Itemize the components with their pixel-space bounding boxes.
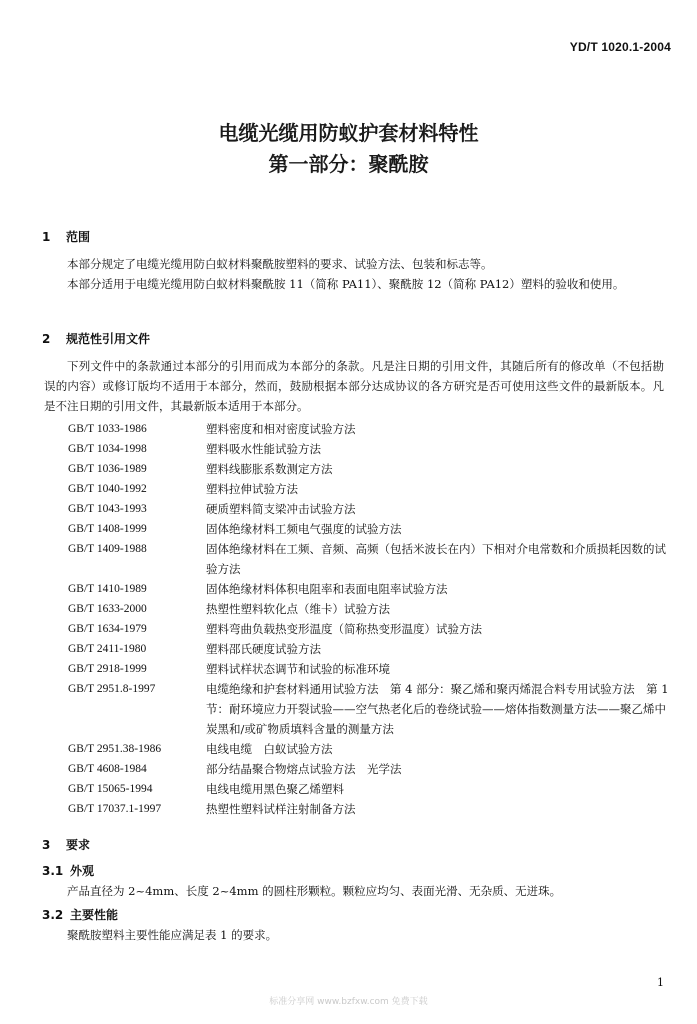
reference-title: 固体绝缘材料在工频、音频、高频（包括米波长在内）下相对介电常数和介质损耗因数的试验方法 bbox=[206, 542, 666, 576]
reference-item bbox=[68, 619, 673, 639]
reference-code: GB/T 17037.1-1997 bbox=[68, 803, 162, 815]
reference-code: GB/T 1410-1989 bbox=[68, 583, 147, 595]
reference-title: 热塑性塑料试样注射制备方法 bbox=[206, 802, 356, 816]
reference-title: 电缆绝缘和护套材料通用试验方法 第 4 部分：聚乙烯和聚丙烯混合料专用试验方法 第 1 节：耐环境应力开裂试验——空气热老化后的卷绕试验——熔体指数测量方法——聚乙烯中炭黑和/或矿物质填料含量的测量方法 bbox=[206, 682, 669, 736]
reference-title: 塑料邵氏硬度试验方法 bbox=[206, 642, 321, 656]
reference-code: GB/T 1634-1979 bbox=[68, 623, 147, 635]
reference-item bbox=[68, 499, 673, 519]
reference-item bbox=[68, 439, 673, 459]
section-1-heading bbox=[42, 228, 90, 245]
reference-title: 塑料吸水性能试验方法 bbox=[206, 442, 321, 456]
paragraph: 本部分适用于电缆光缆用防白蚁材料聚酰胺 11（简称 PA11）、聚酰胺 12（简称 PA12）塑料的验收和使用。 bbox=[67, 277, 625, 291]
reference-code: GB/T 2951.8-1997 bbox=[68, 683, 156, 695]
paragraph: 聚酰胺塑料主要性能应满足表 1 的要求。 bbox=[67, 928, 278, 942]
reference-item bbox=[68, 799, 673, 819]
reference-title: 部分结晶聚合物熔点试验方法 光学法 bbox=[206, 762, 402, 776]
reference-code: GB/T 1043-1993 bbox=[68, 503, 147, 515]
reference-code: GB/T 1033-1986 bbox=[68, 423, 147, 435]
reference-item bbox=[68, 779, 673, 799]
reference-item bbox=[68, 599, 673, 619]
reference-item bbox=[68, 419, 673, 439]
reference-item bbox=[68, 479, 673, 499]
section-3-heading bbox=[42, 836, 90, 853]
reference-code: GB/T 1408-1999 bbox=[68, 523, 147, 535]
section-number: 2 bbox=[42, 332, 51, 346]
reference-code: GB/T 1040-1992 bbox=[68, 483, 147, 495]
watermark: 标准分享网 www.bzfxw.com 免费下载 bbox=[269, 997, 428, 1007]
subsection-3-2-heading bbox=[42, 906, 118, 923]
reference-item bbox=[68, 659, 673, 679]
appearance-text bbox=[44, 881, 664, 901]
reference-item bbox=[68, 579, 673, 599]
reference-code: GB/T 1633-2000 bbox=[68, 603, 147, 615]
reference-title: 电线电缆用黑色聚乙烯塑料 bbox=[206, 782, 344, 796]
reference-code: GB/T 15065-1994 bbox=[68, 783, 153, 795]
section-number: 1 bbox=[42, 230, 51, 244]
reference-title: 固体绝缘材料工频电气强度的试验方法 bbox=[206, 522, 402, 536]
reference-item bbox=[68, 639, 673, 659]
reference-item bbox=[68, 679, 673, 739]
reference-title: 塑料弯曲负载热变形温度（简称热变形温度）试验方法 bbox=[206, 622, 482, 636]
paragraph: 产品直径为 2~4mm、长度 2~4mm 的圆柱形颗粒。颗粒应均匀、表面光滑、无杂质、无迸珠。 bbox=[67, 884, 562, 898]
reference-title: 塑料线膨胀系数测定方法 bbox=[206, 462, 333, 476]
section-title: 范围 bbox=[66, 230, 91, 244]
page-number: 1 bbox=[657, 976, 664, 989]
reference-title: 固体绝缘材料体积电阻率和表面电阻率试验方法 bbox=[206, 582, 448, 596]
section-title: 规范性引用文件 bbox=[66, 332, 151, 346]
reference-title: 塑料拉伸试验方法 bbox=[206, 482, 298, 496]
subsection-3-1-heading bbox=[42, 862, 94, 879]
reference-code: GB/T 1036-1989 bbox=[68, 463, 147, 475]
reference-item bbox=[68, 759, 673, 779]
reference-list bbox=[68, 419, 673, 819]
standard-code: YD/T 1020.1-2004 bbox=[569, 40, 671, 54]
subsection-number: 3.1 bbox=[42, 864, 64, 878]
section-2-heading bbox=[42, 330, 150, 347]
reference-title: 塑料密度和相对密度试验方法 bbox=[206, 422, 356, 436]
document-title: 电缆光缆用防蚁护套材料特性 bbox=[218, 121, 479, 145]
reference-item bbox=[68, 459, 673, 479]
reference-item bbox=[68, 539, 673, 579]
reference-code: GB/T 1409-1988 bbox=[68, 543, 147, 555]
reference-title: 电线电缆 白蚁试验方法 bbox=[206, 742, 333, 756]
document-subtitle: 第一部分：聚酰胺 bbox=[268, 152, 429, 176]
reference-title: 塑料试样状态调节和试验的标准环境 bbox=[206, 662, 390, 676]
subsection-title: 外观 bbox=[70, 864, 95, 878]
subsection-number: 3.2 bbox=[42, 908, 64, 922]
section-title: 要求 bbox=[66, 838, 91, 852]
reference-code: GB/T 2411-1980 bbox=[68, 643, 147, 655]
paragraph: 本部分规定了电缆光缆用防白蚁材料聚酰胺塑料的要求、试验方法、包装和标志等。 bbox=[67, 257, 493, 271]
reference-code: GB/T 2918-1999 bbox=[68, 663, 147, 675]
section-number: 3 bbox=[42, 838, 51, 852]
main-properties-text bbox=[44, 925, 664, 945]
subsection-title: 主要性能 bbox=[70, 908, 119, 922]
reference-code: GB/T 4608-1984 bbox=[68, 763, 147, 775]
reference-item bbox=[68, 739, 673, 759]
normative-intro bbox=[44, 356, 664, 416]
reference-title: 热塑性塑料软化点（维卡）试验方法 bbox=[206, 602, 390, 616]
reference-item bbox=[68, 519, 673, 539]
reference-title: 硬质塑料简支梁冲击试验方法 bbox=[206, 502, 356, 516]
reference-code: GB/T 2951.38-1986 bbox=[68, 743, 162, 755]
scope-text bbox=[44, 254, 664, 294]
paragraph: 下列文件中的条款通过本部分的引用而成为本部分的条款。凡是注日期的引用文件，其随后所有的修改单（不包括勘误的内容）或修订版均不适用于本部分，然而，鼓励根据本部分达成协议的各方研究是否可使用这些文件的最新版本。凡是不注日期的引用文件，其最新版本适用于本部分。 bbox=[44, 359, 664, 413]
reference-code: GB/T 1034-1998 bbox=[68, 443, 147, 455]
